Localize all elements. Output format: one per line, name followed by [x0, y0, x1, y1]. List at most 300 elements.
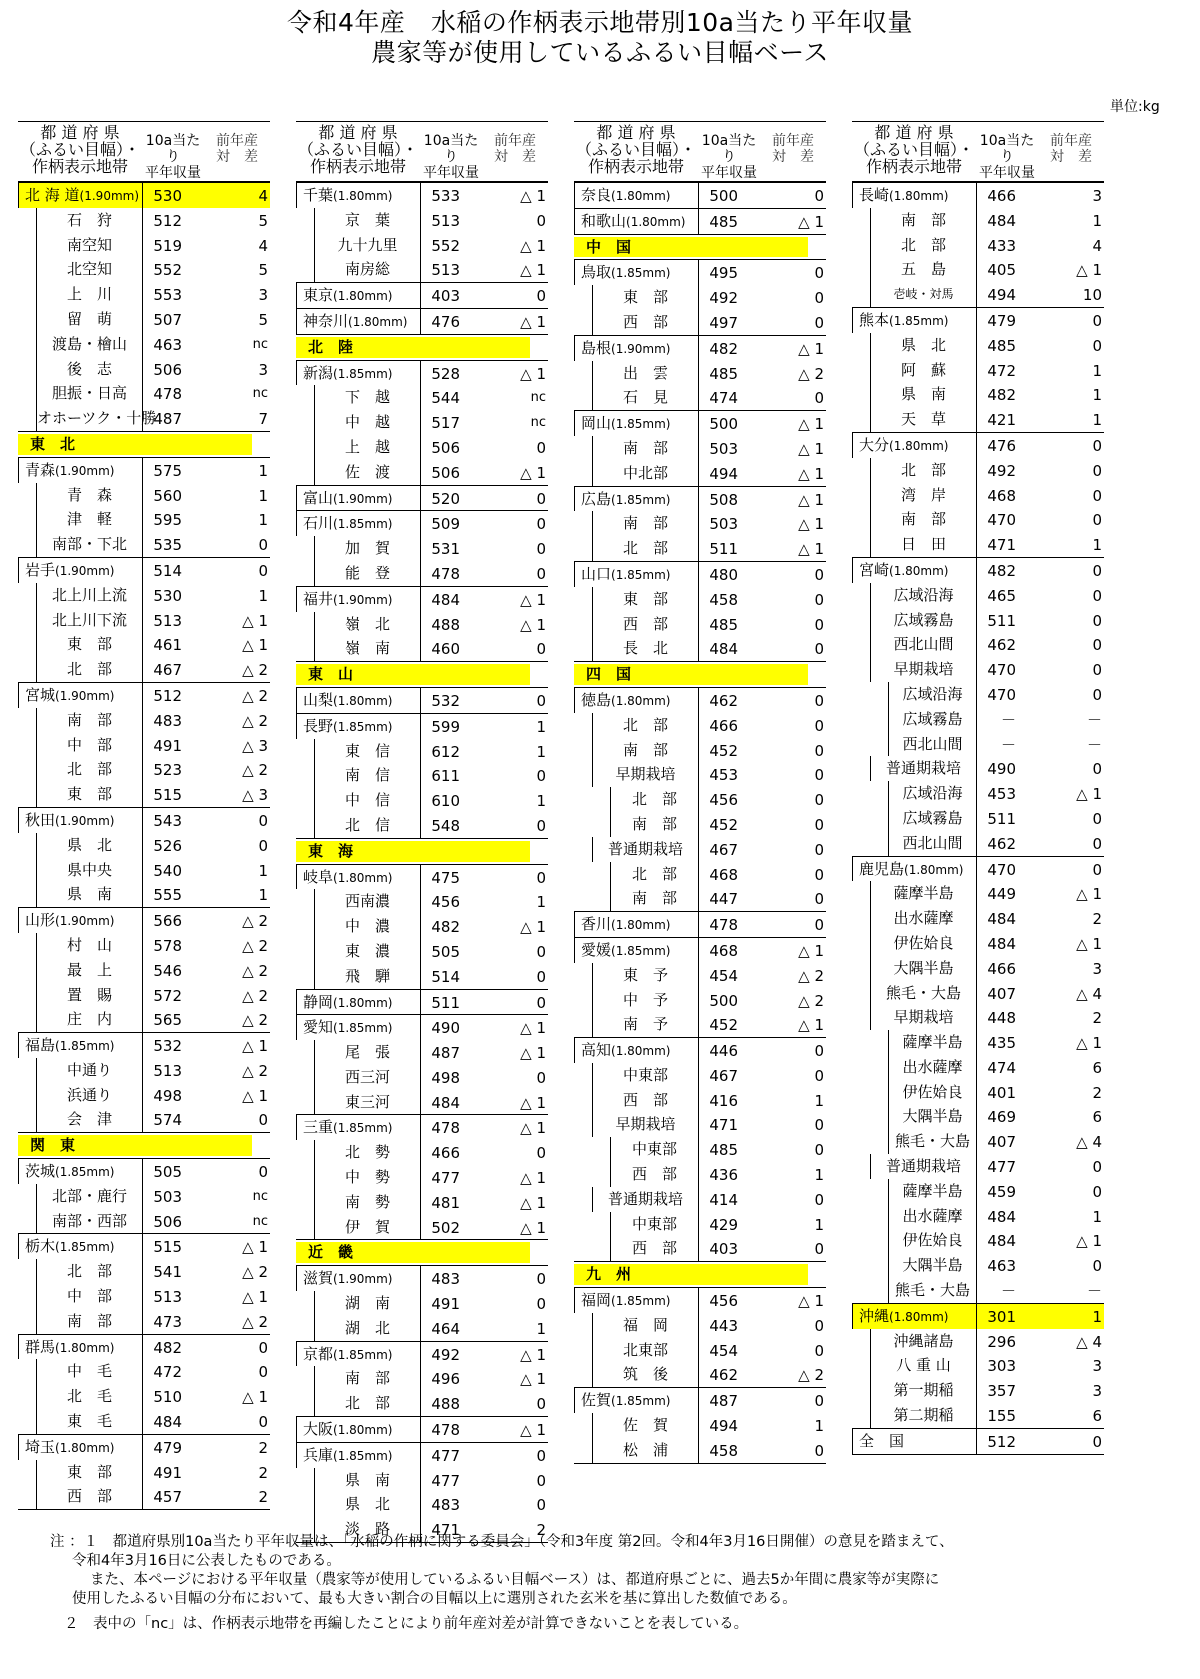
- row-name: [870, 657, 976, 682]
- sieve-width: (1.90mm): [55, 914, 115, 929]
- row-name-text: 能 登: [344, 563, 390, 582]
- row-name: [592, 310, 698, 335]
- row-name: [18, 808, 142, 833]
- normal-yield: 552: [420, 233, 482, 258]
- yoy-diff: 0: [1092, 561, 1102, 580]
- row-name-text: 石川: [303, 514, 334, 533]
- yoy-diff: △ 1: [520, 1119, 546, 1138]
- row-name-text: 最 上: [66, 960, 112, 979]
- yoy-diff: 0: [536, 767, 546, 786]
- yoy-diff: 0: [258, 1111, 268, 1130]
- row-name-text: 静岡: [303, 992, 334, 1011]
- row-name: [870, 881, 976, 906]
- row-name: [870, 1403, 976, 1428]
- table-row: [18, 1259, 270, 1284]
- row-name-text: 阿 蘇: [900, 360, 946, 379]
- row-name: [18, 183, 142, 208]
- normal-yield: 403: [698, 1236, 760, 1261]
- row-name: [870, 1329, 976, 1354]
- yoy-diff: △ 3: [242, 736, 268, 755]
- normal-yield: 468: [698, 938, 760, 963]
- normal-yield: －: [976, 732, 1038, 757]
- row-name-text: 下 越: [344, 388, 390, 407]
- row-name: [36, 1460, 142, 1485]
- row-name-text: 北上川上流: [51, 585, 127, 604]
- row-name: [36, 332, 142, 357]
- row-name: [36, 257, 142, 282]
- yoy-diff: △ 1: [520, 1193, 546, 1212]
- row-name-text: 淡 路: [344, 1520, 390, 1539]
- table-row: [574, 561, 826, 587]
- table-row: [296, 1014, 548, 1040]
- normal-yield: 531: [420, 536, 482, 561]
- normal-yield: 155: [976, 1403, 1038, 1428]
- yoy-diff: △ 1: [520, 615, 546, 634]
- table-row: [574, 1162, 826, 1187]
- normal-yield: 574: [142, 1107, 204, 1132]
- row-name-text: 東 部: [66, 1462, 112, 1481]
- normal-yield: 502: [420, 1215, 482, 1240]
- normal-yield: 480: [698, 562, 760, 587]
- yoy-diff: 2: [536, 1521, 546, 1540]
- normal-yield: 483: [142, 708, 204, 733]
- row-name-text: 新潟: [303, 363, 334, 382]
- row-name: [314, 939, 420, 964]
- normal-yield: 453: [698, 762, 760, 787]
- row-name-text: 西 部: [622, 1090, 668, 1109]
- row-name-text: 北 部: [66, 760, 112, 779]
- row-name: [36, 708, 142, 733]
- row-name-text: 青森: [25, 460, 56, 479]
- row-name: [314, 1366, 420, 1391]
- row-name-text: 西 部: [622, 614, 668, 633]
- table-row: [296, 460, 548, 485]
- yoy-diff: 0: [1092, 834, 1102, 853]
- table-row: [296, 182, 548, 208]
- row-name: [870, 458, 976, 483]
- row-name-text: 広島: [581, 489, 612, 508]
- normal-yield: 487: [142, 406, 204, 431]
- normal-yield: 405: [976, 257, 1038, 282]
- normal-yield: 461: [142, 632, 204, 657]
- row-name-text: 北 部: [631, 864, 677, 883]
- normal-yield: 484: [142, 1409, 204, 1434]
- row-name-text: 津 軽: [66, 510, 112, 529]
- table-row: [852, 1129, 1104, 1154]
- yoy-diff: 0: [258, 561, 268, 580]
- row-name: [314, 1316, 420, 1341]
- row-name: [592, 511, 698, 536]
- yoy-diff: 2: [1092, 910, 1102, 929]
- normal-yield: 456: [420, 889, 482, 914]
- row-name-text: 岡山: [581, 414, 612, 433]
- row-name: [574, 1288, 698, 1313]
- table-row: [18, 1158, 270, 1184]
- normal-yield: 456: [698, 787, 760, 812]
- table-row: [574, 1313, 826, 1338]
- yoy-diff: 0: [1092, 311, 1102, 330]
- row-name-text: 伊佐姶良: [902, 1082, 963, 1101]
- row-name-text: 北 部: [622, 539, 668, 558]
- row-name: [36, 583, 142, 608]
- yoy-diff: △ 1: [520, 590, 546, 609]
- table-row: [18, 282, 270, 307]
- table-row: [852, 1030, 1104, 1055]
- table-row: [18, 983, 270, 1008]
- yoy-diff: 2: [1092, 1083, 1102, 1102]
- table-row: [852, 182, 1104, 208]
- header-diff-line: 対 差: [1050, 149, 1092, 165]
- sieve-width: (1.80mm): [904, 862, 964, 877]
- row-name: [592, 1413, 698, 1438]
- row-name: [314, 763, 420, 788]
- row-name: [296, 361, 420, 386]
- normal-yield: 511: [420, 990, 482, 1015]
- note-line: 注 ：１ 都道府県別10a当たり平年収量は、「水稲の作柄に関する委員会」（令和3年度 第2回。令和4年3月16日開催）の意見を踏まえて、: [50, 1534, 954, 1550]
- normal-yield: 532: [142, 1033, 204, 1058]
- row-name-text: 上 川: [66, 285, 112, 304]
- sieve-width: (1.80mm): [348, 314, 408, 329]
- sieve-width: (1.85mm): [333, 517, 393, 532]
- normal-yield: 462: [976, 831, 1038, 856]
- normal-yield: 482: [976, 558, 1038, 583]
- table-row: [18, 933, 270, 958]
- yoy-diff: 0: [536, 1446, 546, 1465]
- sieve-width: (1.80mm): [889, 1309, 949, 1324]
- table-row: [296, 612, 548, 637]
- normal-yield: 484: [698, 636, 760, 661]
- table-row: [574, 738, 826, 763]
- row-name: [296, 511, 420, 536]
- yoy-diff: △ 2: [242, 1011, 268, 1030]
- row-name-text: 出水薩摩: [902, 1057, 963, 1076]
- normal-yield: 552: [142, 257, 204, 282]
- table-row: [574, 612, 826, 637]
- table-row: [296, 1492, 548, 1517]
- row-name: [296, 1342, 420, 1367]
- yoy-diff: 0: [814, 916, 824, 935]
- row-name-text: 沖縄: [859, 1306, 890, 1325]
- normal-yield: 515: [142, 782, 204, 807]
- normal-yield: 530: [142, 183, 204, 208]
- normal-yield: 478: [142, 381, 204, 406]
- region-row: [296, 1239, 548, 1265]
- normal-yield: 470: [976, 507, 1038, 532]
- normal-yield: 487: [420, 1040, 482, 1065]
- table-row: [18, 1359, 270, 1384]
- note-line: また、本ページにおける平年収量（農家等が使用しているふるい目幅ベース）は、都道府県ごとに、過去5か年間に農家等が実際に: [90, 1572, 940, 1588]
- table-row: [18, 381, 270, 406]
- row-name: [296, 309, 420, 334]
- sieve-width: (1.80mm): [889, 563, 949, 578]
- yoy-diff: △ 1: [520, 1370, 546, 1389]
- row-name: [36, 208, 142, 233]
- table-header: [852, 121, 1104, 182]
- yoy-diff: 1: [258, 586, 268, 605]
- note-line: ２ 表中の「nc」は、作柄表示地帯を再編したことにより前年産対差が計算できないことを表している。: [64, 1616, 749, 1632]
- region-label: 中 国: [586, 237, 632, 256]
- yoy-diff: 0: [1092, 1182, 1102, 1201]
- table-row: [852, 707, 1104, 732]
- row-name-text: 佐 賀: [622, 1416, 668, 1435]
- yoy-diff: 0: [536, 540, 546, 559]
- row-name: [574, 912, 698, 937]
- row-name: [314, 536, 420, 561]
- normal-yield: 506: [420, 435, 482, 460]
- table-row: [574, 1338, 826, 1363]
- row-name: [314, 1090, 420, 1115]
- normal-yield: 478: [420, 1417, 482, 1442]
- normal-yield: 477: [420, 1443, 482, 1468]
- row-name-text: 西 部: [631, 1165, 677, 1184]
- yoy-diff: △ 2: [242, 1312, 268, 1331]
- row-name-text: 茨城: [25, 1162, 56, 1181]
- table-row: [18, 1007, 270, 1032]
- yoy-diff: 0: [814, 1316, 824, 1335]
- row-name-text: 第二期稲: [893, 1406, 954, 1425]
- row-name: [314, 561, 420, 586]
- table-row: [18, 757, 270, 782]
- yoy-diff: 0: [1092, 1158, 1102, 1177]
- row-name: [592, 1362, 698, 1387]
- row-name: [36, 657, 142, 682]
- yoy-diff: 1: [536, 792, 546, 811]
- normal-yield: 544: [420, 385, 482, 410]
- row-name-text: 山口: [581, 564, 612, 583]
- normal-yield: 303: [976, 1353, 1038, 1378]
- page-subtitle: 農家等が使用しているふるい目幅ベース: [371, 38, 829, 67]
- row-name: [870, 282, 976, 307]
- normal-yield: 458: [698, 1438, 760, 1463]
- yoy-diff: △ 1: [1076, 1232, 1102, 1251]
- normal-yield: 543: [142, 808, 204, 833]
- row-name: [592, 536, 698, 561]
- row-name-text: 広域霧島: [902, 808, 963, 827]
- yoy-diff: 1: [536, 1319, 546, 1338]
- normal-yield: 530: [142, 583, 204, 608]
- row-name: [610, 787, 698, 812]
- normal-yield: 466: [698, 713, 760, 738]
- table-row: [296, 1215, 548, 1240]
- yoy-diff: 1: [536, 717, 546, 736]
- normal-yield: 459: [976, 1179, 1038, 1204]
- yoy-diff: 0: [536, 816, 546, 835]
- row-name: [314, 460, 420, 485]
- row-name-text: 筑 後: [622, 1365, 668, 1384]
- row-name: [592, 963, 698, 988]
- table-row: [18, 557, 270, 583]
- normal-yield: 463: [976, 1253, 1038, 1278]
- yoy-diff: △ 1: [242, 1086, 268, 1105]
- row-name-text: 熊本: [859, 310, 890, 329]
- table-row: [296, 308, 548, 334]
- normal-yield: 460: [420, 636, 482, 661]
- row-name-text: 中北部: [622, 463, 668, 482]
- table-row: [852, 208, 1104, 233]
- table-row: [574, 182, 826, 208]
- table-row: [574, 1362, 826, 1387]
- row-name: [296, 587, 420, 612]
- table-column: [852, 121, 1104, 1455]
- row-name-text: 庄 内: [66, 1010, 112, 1029]
- row-name: [314, 1190, 420, 1215]
- row-name: [574, 260, 698, 285]
- row-name: [314, 1468, 420, 1493]
- table-row: [18, 958, 270, 983]
- table-row: [852, 1428, 1104, 1454]
- yoy-diff: 2: [1092, 1009, 1102, 1028]
- table-row: [18, 1334, 270, 1360]
- sieve-width: (1.80mm): [611, 1044, 671, 1059]
- header-diff-line: 前年産: [216, 133, 258, 149]
- normal-yield: 512: [142, 208, 204, 233]
- normal-yield: 505: [420, 939, 482, 964]
- row-name: [592, 1088, 698, 1113]
- table-row: [18, 733, 270, 758]
- row-name-text: 沖縄諸島: [893, 1331, 954, 1350]
- row-name: [870, 358, 976, 383]
- yoy-diff: 3: [258, 360, 268, 379]
- row-name-text: 湾 岸: [900, 485, 946, 504]
- table-row: [296, 989, 548, 1015]
- yoy-diff: 0: [814, 1141, 824, 1160]
- yoy-diff: 0: [536, 1068, 546, 1087]
- table-row: [852, 657, 1104, 682]
- row-name: [888, 831, 976, 856]
- row-name: [314, 1391, 420, 1416]
- normal-yield: 505: [142, 1159, 204, 1184]
- yoy-diff: 0: [1092, 1432, 1102, 1451]
- row-name-text: 群馬: [25, 1337, 56, 1356]
- yoy-diff: △ 1: [520, 312, 546, 331]
- yoy-diff: 0: [1092, 1257, 1102, 1276]
- row-name: [592, 837, 698, 862]
- yoy-diff: 0: [814, 1341, 824, 1360]
- yoy-diff: 2: [258, 1438, 268, 1457]
- normal-yield: 471: [976, 532, 1038, 557]
- normal-yield: 498: [142, 1083, 204, 1108]
- normal-yield: 471: [698, 1112, 760, 1137]
- yoy-diff: 1: [814, 1091, 824, 1110]
- row-name: [18, 458, 142, 483]
- yoy-diff: 0: [1092, 760, 1102, 779]
- row-name: [870, 507, 976, 532]
- row-name-text: 西 部: [622, 312, 668, 331]
- region-label: 東 山: [308, 665, 354, 684]
- row-name-text: 加 賀: [344, 539, 390, 558]
- row-name-text: 中 部: [66, 1287, 112, 1306]
- row-name: [314, 889, 420, 914]
- yoy-diff: △ 1: [520, 236, 546, 255]
- row-name-text: 北空知: [66, 260, 112, 279]
- row-name: [296, 990, 420, 1015]
- header-diff-line: 対 差: [494, 149, 536, 165]
- row-name-text: 普通期栽培: [885, 759, 961, 778]
- table-row: [18, 1384, 270, 1409]
- region-label: 九 州: [586, 1265, 632, 1284]
- yoy-diff: 5: [258, 310, 268, 329]
- table-row: [296, 1416, 548, 1442]
- row-name-text: 西北山間: [902, 734, 963, 753]
- normal-yield: 498: [420, 1065, 482, 1090]
- yoy-diff: 0: [1092, 809, 1102, 828]
- row-name-text: 北部・鹿行: [51, 1186, 127, 1205]
- row-name: [592, 636, 698, 661]
- yoy-diff: 0: [814, 565, 824, 584]
- table-row: [296, 687, 548, 713]
- normal-yield: 484: [976, 1228, 1038, 1253]
- normal-yield: 513: [420, 257, 482, 282]
- row-name-text: 南部・下北: [51, 535, 127, 554]
- region-label: 近 畿: [308, 1243, 354, 1262]
- yoy-diff: 0: [814, 313, 824, 332]
- normal-yield: 443: [698, 1313, 760, 1338]
- row-name-text: 千葉: [303, 186, 334, 204]
- normal-yield: 506: [420, 460, 482, 485]
- table-row: [852, 432, 1104, 458]
- normal-yield: 511: [976, 608, 1038, 633]
- normal-yield: 513: [420, 208, 482, 233]
- row-name-text: 南部・西部: [51, 1211, 127, 1230]
- row-name-text: 早期栽培: [893, 660, 954, 679]
- row-name-text: 大隅半島: [893, 958, 954, 977]
- table-row: [18, 233, 270, 258]
- normal-yield: 476: [976, 433, 1038, 458]
- row-name-text: 中 信: [344, 791, 390, 810]
- header-diff-line: 前年産: [772, 133, 814, 149]
- row-name-text: 嶺 北: [344, 614, 390, 633]
- normal-yield: 497: [698, 310, 760, 335]
- normal-yield: 433: [976, 233, 1038, 258]
- yoy-diff: △ 1: [520, 1093, 546, 1112]
- normal-yield: 472: [976, 358, 1038, 383]
- region-bar: [18, 434, 252, 455]
- yoy-diff: △ 1: [520, 463, 546, 482]
- table-row: [574, 787, 826, 812]
- sieve-width: (1.80mm): [333, 693, 393, 708]
- region-bar: [296, 841, 530, 862]
- row-name: [36, 357, 142, 382]
- row-name-text: 東京: [303, 286, 334, 305]
- row-name: [888, 682, 976, 707]
- row-name-text: 京 葉: [344, 210, 390, 229]
- row-name: [870, 333, 976, 358]
- yoy-diff: △ 1: [1076, 1034, 1102, 1053]
- yoy-diff: 6: [1092, 1058, 1102, 1077]
- yoy-diff: △ 1: [798, 490, 824, 509]
- row-name: [574, 183, 698, 208]
- row-name-text: 早期栽培: [615, 1115, 676, 1134]
- row-name-text: 熊毛・大島: [894, 1132, 970, 1151]
- header-name: [574, 124, 698, 175]
- row-name: [592, 1063, 698, 1088]
- header-name-line: 作柄表示地帯: [587, 157, 684, 176]
- row-name: [592, 436, 698, 461]
- table-row: [296, 485, 548, 511]
- normal-yield: 491: [142, 1460, 204, 1485]
- normal-yield: 485: [698, 209, 760, 234]
- row-name: [574, 209, 698, 234]
- normal-yield: 465: [976, 583, 1038, 608]
- table-row: [852, 333, 1104, 358]
- row-name: [296, 1015, 420, 1040]
- sieve-width: (1.80mm): [333, 189, 393, 203]
- header-name: [852, 124, 976, 175]
- note-line: 使用したふるい目幅の分布において、最も大きい割合の目幅以上に選別された玄米を基に算出した数値である。: [72, 1591, 797, 1607]
- table-row: [18, 1284, 270, 1309]
- yoy-diff: △ 1: [242, 611, 268, 630]
- table-row: [18, 907, 270, 933]
